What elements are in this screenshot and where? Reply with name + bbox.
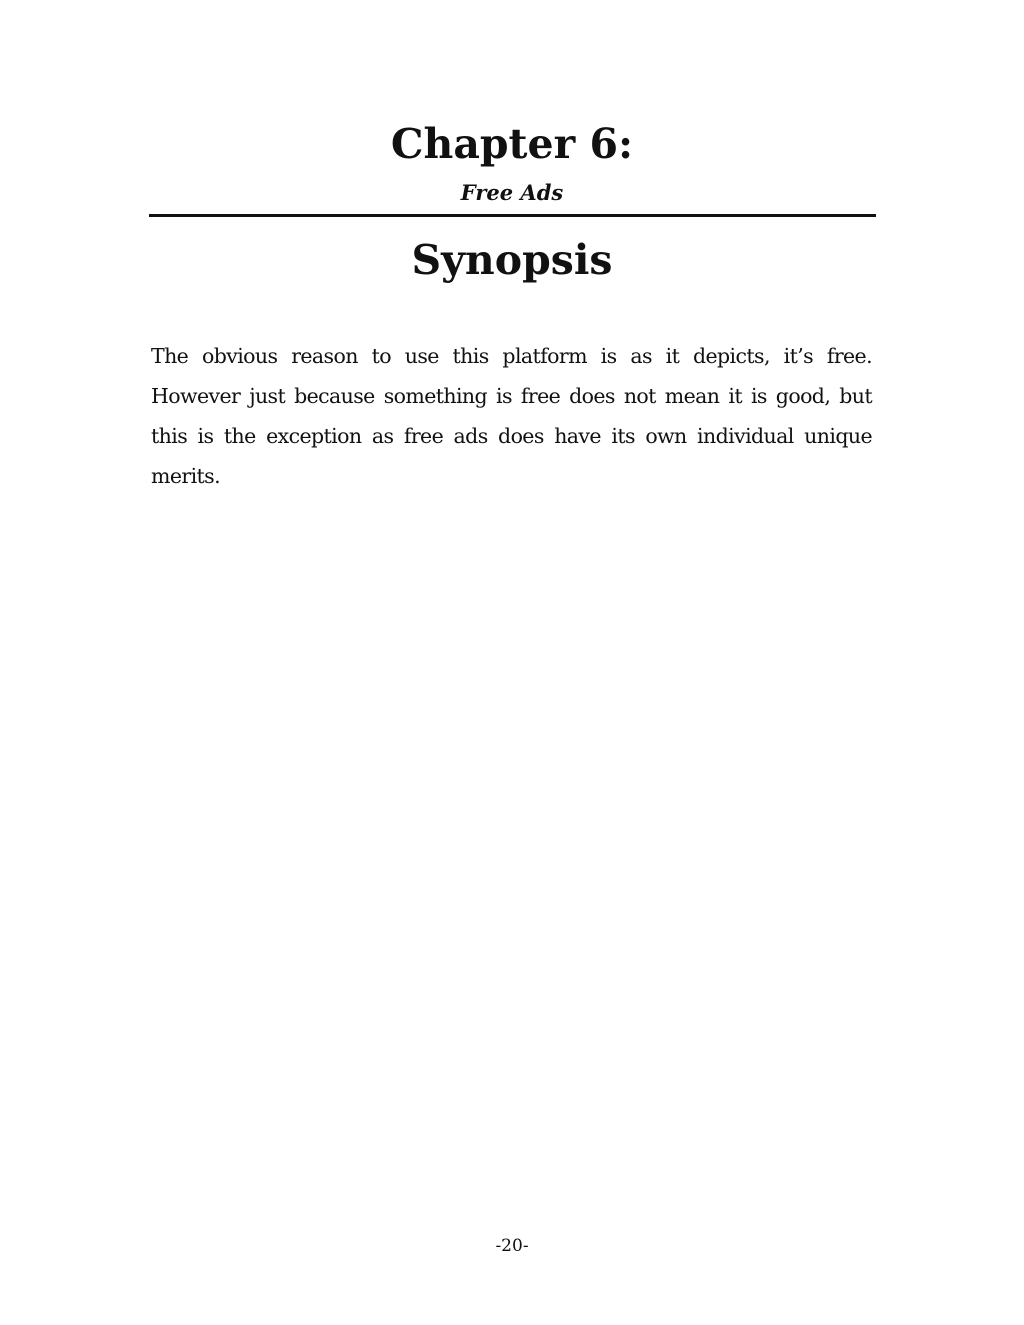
page-number: -20- [495, 1236, 529, 1256]
section-title: Synopsis [411, 236, 613, 284]
chapter-subtitle: Free Ads [460, 180, 564, 205]
chapter-title: Chapter 6: [390, 120, 634, 168]
body-paragraph: The obvious reason to use this platform is as it depicts, it’s free. However just because something is free does not mean it is good, but this is the exception as free ads does have its own individual unique merits. [151, 344, 872, 488]
divider-rule [149, 214, 876, 217]
